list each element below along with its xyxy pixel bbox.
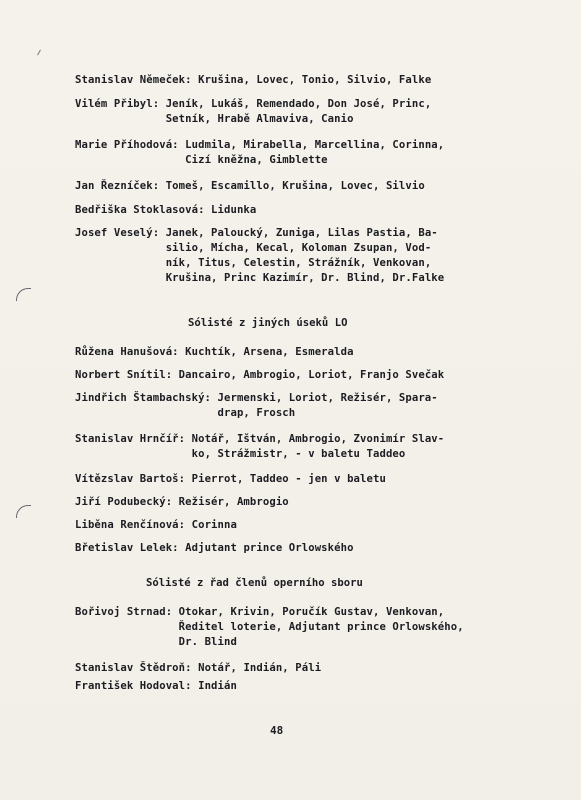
role-list	[211, 203, 256, 218]
singer-name: František Hodoval:	[75, 680, 199, 692]
role-line: Režisér, Ambrogio	[178, 496, 289, 508]
cast-entry	[75, 368, 444, 383]
cast-entry	[75, 97, 431, 127]
cast-entry	[75, 495, 289, 510]
singer-name: Norbert Snítil:	[75, 369, 179, 381]
singer-name: Růžena Hanušová:	[75, 346, 186, 358]
role-list	[198, 73, 431, 88]
singer-name: Vilém Přibyl:	[75, 98, 166, 110]
role-list	[179, 495, 289, 510]
singer-name: Břetislav Lelek:	[75, 542, 186, 554]
role-list	[198, 679, 237, 694]
cast-entry	[75, 345, 354, 360]
singer-name: Marie Příhodová:	[75, 139, 186, 151]
cast-entry	[75, 203, 256, 218]
role-line: Tomeš, Escamillo, Krušina, Lovec, Silvio	[165, 180, 425, 192]
role-line: Corinna	[191, 519, 237, 531]
cast-entry	[75, 226, 444, 286]
role-list	[218, 391, 438, 421]
role-list	[166, 97, 432, 127]
role-line: silio, Mícha, Kecal, Koloman Zsupan, Vod-	[165, 242, 432, 254]
role-line: Cizí kněžna, Gimblette	[185, 154, 328, 166]
role-line: Notář, Indián, Páli	[198, 662, 322, 674]
role-line: ník, Titus, Celestin, Strážník, Venkovan,	[165, 257, 432, 269]
role-list	[185, 541, 353, 556]
role-line: Jermenski, Loriot, Režisér, Spara-	[217, 392, 438, 404]
role-line: Otokar, Krivin, Poručík Gustav, Venkovan,	[178, 606, 445, 618]
singer-name: Stanislav Hrnčíř:	[75, 433, 192, 445]
singer-name: Vítězslav Bartoš:	[75, 473, 192, 485]
role-list	[192, 472, 386, 487]
singer-name: Josef Veselý:	[75, 227, 166, 239]
role-line: Janek, Paloucký, Zuniga, Lilas Pastia, Ba-	[165, 227, 438, 239]
role-list	[185, 138, 444, 168]
role-line: Notář, Ištván, Ambrogio, Zvonimír Slav-	[191, 433, 445, 445]
role-line: Setník, Hrabě Almaviva, Canio	[165, 113, 354, 125]
singer-name: Bořivoj Strnad:	[75, 606, 179, 618]
role-line: Dr. Blind	[178, 636, 237, 648]
section-heading: Sólisté z jiných úseků LO	[188, 317, 348, 329]
section-heading: Sólisté z řad členů operního sboru	[146, 577, 363, 589]
singer-name: Bedřiška Stoklasová:	[75, 204, 212, 216]
singer-name: Liběna Renčínová:	[75, 519, 192, 531]
margin-mark	[37, 50, 41, 56]
cast-entry	[75, 73, 431, 88]
singer-name: Stanislav Němeček:	[75, 74, 199, 86]
role-line: Ludmila, Mirabella, Marcellina, Corinna,	[185, 139, 445, 151]
role-line: Jeník, Lukáš, Remendado, Don José, Princ,	[165, 98, 432, 110]
role-list	[166, 179, 425, 194]
role-list	[198, 661, 321, 676]
role-list	[179, 605, 464, 650]
role-list	[192, 518, 237, 533]
role-line: drap, Frosch	[217, 407, 296, 419]
role-line: Adjutant prince Orlowského	[185, 542, 354, 554]
singer-name: Stanislav Štědroň:	[75, 662, 199, 674]
role-line: Indián	[198, 680, 237, 692]
cast-entry	[75, 605, 464, 650]
punch-hole-mark-bottom	[16, 505, 31, 518]
role-line: Dancairo, Ambrogio, Loriot, Franjo Svečak	[178, 369, 445, 381]
singer-name: Jindřich Štambachský:	[75, 392, 218, 404]
singer-name: Jan Řezníček:	[75, 180, 166, 192]
role-list	[192, 432, 445, 462]
page-number: 48	[270, 724, 284, 737]
cast-entry	[75, 541, 354, 556]
cast-entry	[75, 518, 237, 533]
role-line: Lidunka	[211, 204, 257, 216]
role-line: Krušina, Lovec, Tonio, Silvio, Falke	[198, 74, 432, 86]
role-line: ko, Strážmistr, - v baletu Taddeo	[191, 448, 406, 460]
cast-entry	[75, 679, 237, 694]
role-line: Pierrot, Taddeo - jen v baletu	[191, 473, 386, 485]
role-list	[185, 345, 353, 360]
cast-entry	[75, 472, 386, 487]
punch-hole-mark-top	[16, 288, 31, 301]
role-line: Ředitel loterie, Adjutant prince Orlowského,	[178, 621, 464, 633]
cast-entry	[75, 432, 444, 462]
role-list	[166, 226, 445, 286]
cast-entry	[75, 391, 438, 421]
cast-entry	[75, 138, 444, 168]
singer-name: Jiří Podubecký:	[75, 496, 179, 508]
role-list	[179, 368, 445, 383]
cast-entry	[75, 179, 425, 194]
role-line: Kuchtík, Arsena, Esmeralda	[185, 346, 354, 358]
cast-entry	[75, 661, 321, 676]
role-line: Krušina, Princ Kazimír, Dr. Blind, Dr.Falke	[165, 272, 445, 284]
